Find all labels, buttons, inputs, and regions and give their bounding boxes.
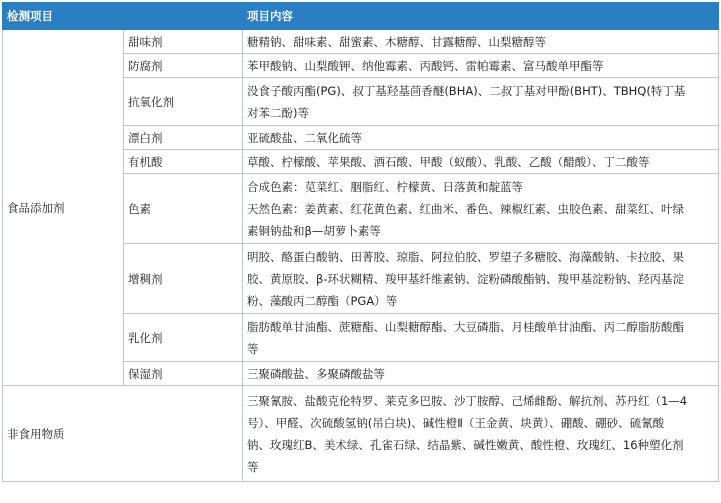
subcategory-organic-acid: 有机酸	[124, 150, 243, 174]
subcategory-humectant: 保湿剂	[124, 362, 243, 386]
content-antioxidant	[243, 78, 719, 126]
content-non-food-substances	[243, 386, 719, 482]
content-line: 素铜钠盐和β—胡萝卜素等	[247, 223, 381, 238]
inspection-items-table	[2, 2, 719, 482]
content-line: 合成色素：苋菜红、胭脂红、柠檬黄、日落黄和靛蓝等	[247, 179, 523, 194]
subcategory-sweetener: 甜味剂	[124, 30, 243, 54]
content-organic-acid	[243, 150, 719, 174]
content-preservative	[243, 54, 719, 78]
subcategory-emulsifier: 乳化剂	[124, 314, 243, 362]
content-line: 苯甲酸钠、山梨酸钾、纳他霉素、丙酸钙、雷帕霉素、富马酸单甲酯等	[247, 58, 604, 73]
header-item-content: 项目内容	[243, 3, 719, 30]
category-non-food-substances: 非食用物质	[3, 386, 243, 482]
content-line: 天然色素：姜黄素、红花黄色素、红曲米、番色、辣椒红素、虫胶色素、甜菜红、叶绿	[247, 201, 684, 216]
content-line: 胶、黄原胶、β-环状糊精、羧甲基纤维素钠、淀粉磷酸酯钠、羧甲基淀粉钠、羟丙基淀	[247, 271, 684, 286]
content-line: 对苯二酚)等	[247, 105, 309, 120]
table-header-row	[3, 3, 719, 30]
content-line: 粉、藻酸丙二醇酯（PGA）等	[247, 293, 398, 308]
content-line: 号）、甲醛、次硫酸氢钠(吊白块)、碱性橙Ⅱ（王金黄、块黄）、硼酸、硼砂、硫氰酸	[247, 415, 665, 430]
content-line: 亚硫酸盐、二氧化硫等	[247, 130, 362, 145]
content-bleaching-agent	[243, 126, 719, 150]
content-line: 明胶、酪蛋白酸钠、田菁胶、琼脂、阿拉伯胶、罗望子多糖胶、海藻酸钠、卡拉胶、果	[247, 249, 684, 264]
header-inspection-item: 检测项目	[3, 3, 243, 30]
content-line: 等	[247, 459, 259, 474]
category-food-additives: 食品添加剂	[3, 30, 124, 386]
content-line: 糖精钠、甜味素、甜蜜素、木糖醇、甘露糖醇、山梨糖醇等	[247, 34, 546, 49]
content-line: 草酸、柠檬酸、苹果酸、酒石酸、甲酸（蚁酸）、乳酸、乙酸（醋酸）、丁二酸等	[247, 154, 650, 169]
content-line: 钠、玫瑰红B、美术绿、孔雀石绿、结晶紫、碱性嫩黄、酸性橙、玫瑰红、16种塑化剂	[247, 437, 684, 452]
table-row	[3, 30, 719, 54]
content-line: 脂肪酸单甘油酯、蔗糖酯、山梨糖醇酯、大豆磷脂、月桂酸单甘油酯、丙二醇脂肪酸酯	[247, 319, 684, 334]
content-line: 三聚氰胺、盐酸克伦特罗、莱克多巴胺、沙丁胺醇、己烯雌酚、解抗剂、苏丹红（1—4	[247, 393, 688, 408]
subcategory-antioxidant: 抗氧化剂	[124, 78, 243, 126]
content-thickener	[243, 244, 719, 314]
content-colorant	[243, 174, 719, 244]
content-emulsifier	[243, 314, 719, 362]
subcategory-preservative: 防腐剂	[124, 54, 243, 78]
subcategory-colorant: 色素	[124, 174, 243, 244]
subcategory-bleaching-agent: 漂白剂	[124, 126, 243, 150]
table-row	[3, 386, 719, 482]
subcategory-thickener: 增稠剂	[124, 244, 243, 314]
content-line: 等	[247, 341, 259, 356]
content-sweetener	[243, 30, 719, 54]
content-humectant	[243, 362, 719, 386]
content-line: 没食子酸丙酯(PG)、叔丁基羟基茴香醚(BHA)、二叔丁基对甲酚(BHT)、TBHQ(特丁基	[247, 83, 686, 98]
content-line: 三聚磷酸盐、多聚磷酸盐等	[247, 366, 385, 381]
